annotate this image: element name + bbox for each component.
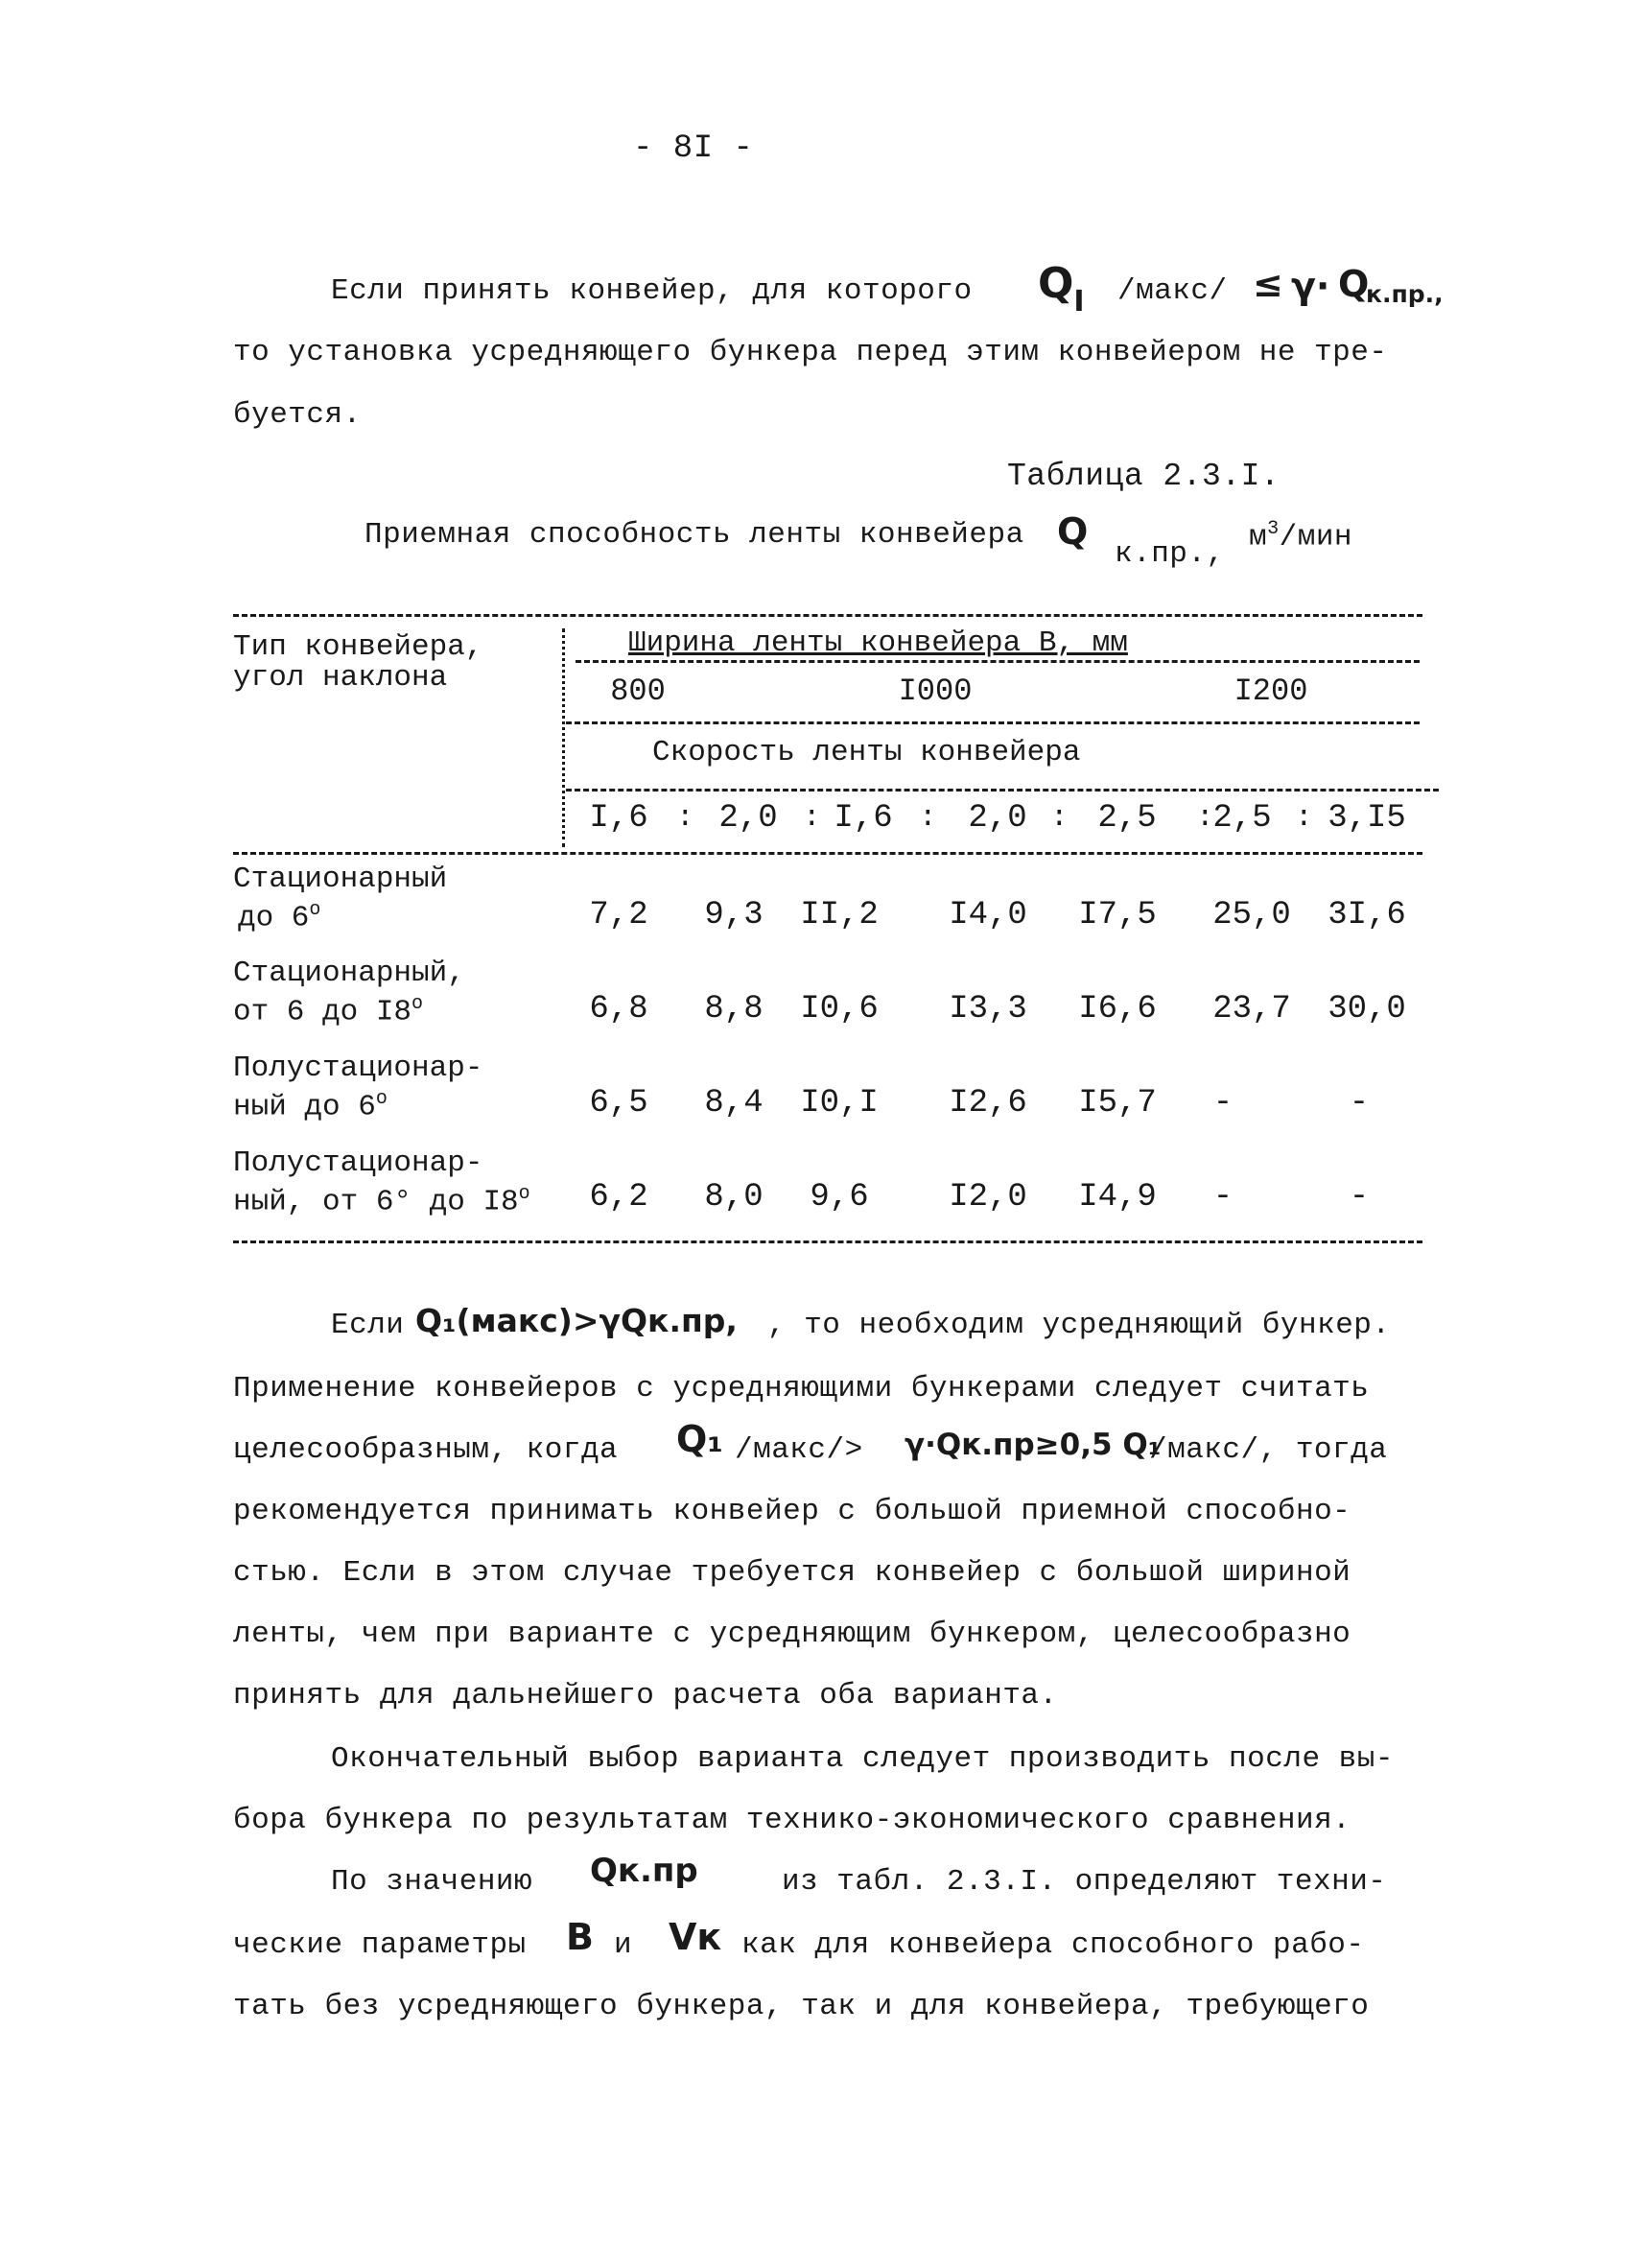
table-title-unit-m: м xyxy=(1249,520,1268,555)
p2-line3-formula: γ·Qк.пр≥0,5 Q₁ xyxy=(905,1428,1162,1462)
p2-line3-post: /макс/, тогда xyxy=(1149,1433,1388,1467)
p1-formula-q1-sub: I xyxy=(1073,285,1085,319)
p2-line1-formula: Q₁(макс)>γQк.пр, xyxy=(415,1302,738,1339)
width-1200: I200 xyxy=(1234,673,1308,709)
p1-line2: то установка усредняющего бункера перед этим конвейером не тре- xyxy=(233,336,1388,369)
p1-formula-gamma: γ· xyxy=(1291,265,1330,307)
cell: 9,6 xyxy=(810,1179,869,1216)
row-label-degree: о xyxy=(309,899,321,921)
header-divider xyxy=(562,628,565,847)
p4-line2-v: Vк xyxy=(669,1916,722,1958)
page-number: - 8I - xyxy=(633,130,754,167)
cell: 8,8 xyxy=(704,991,764,1028)
p2-line3-q1: Q₁ xyxy=(676,1418,723,1460)
row-label-line2-text: от 6 до I8 xyxy=(233,995,412,1029)
header-width-label: Ширина ленты конвейера В, мм xyxy=(628,626,1128,660)
row-label-line1: Стационарный xyxy=(233,862,448,896)
cell: I4,9 xyxy=(1078,1179,1157,1216)
p4-line2-post: как для конвейера способного рабо- xyxy=(741,1928,1365,1962)
speed-colon-1: : xyxy=(676,801,694,835)
width-header-rule xyxy=(576,660,1420,663)
cell: I7,5 xyxy=(1078,897,1157,933)
p4-line2-b: В xyxy=(566,1916,594,1958)
speed-colon-5: : xyxy=(1196,801,1214,835)
cell: 3I,6 xyxy=(1328,897,1406,933)
cell: 8,4 xyxy=(704,1085,764,1122)
p4-line2-and: и xyxy=(614,1928,633,1962)
p2-line2: Применение конвейеров с усредняющими бункерами следует считать xyxy=(233,1372,1370,1406)
cell: I6,6 xyxy=(1078,991,1157,1028)
cell: 7,2 xyxy=(589,897,648,933)
p2-line1-post: , то необходим усредняющий бункер. xyxy=(767,1309,1391,1342)
cell: - xyxy=(1212,1085,1234,1122)
p2-line6: ленты, чем при варианте с усредняющим бункером, целесообразно xyxy=(233,1618,1351,1651)
p1-formula-q1-letter: Q xyxy=(1038,259,1074,308)
row-label-degree: о xyxy=(411,993,424,1015)
header-speed-label: Скорость ленты конвейера xyxy=(652,736,1081,769)
speed-colon-3: : xyxy=(919,801,937,835)
table-title xyxy=(364,518,1024,552)
p1-formula-le: ≤ xyxy=(1253,263,1283,305)
cell: 9,3 xyxy=(704,897,764,933)
row-label-line2-text: ный, от 6° до I8 xyxy=(233,1185,519,1219)
cell: I0,I xyxy=(800,1085,879,1122)
speed-6: 2,5 xyxy=(1212,800,1272,837)
p2-line7: принять для дальнейшего расчета оба варианта. xyxy=(233,1679,1058,1713)
cell: I2,0 xyxy=(949,1179,1027,1216)
p1-line1-text: Если принять конвейер, для которого xyxy=(331,274,973,308)
speed-colon-2: : xyxy=(803,801,821,835)
p1-formula-q1 xyxy=(1038,259,1085,319)
table-top-rule xyxy=(233,614,1422,617)
table-bottom-rule xyxy=(233,1240,1422,1243)
row-label-line2-text: до 6 xyxy=(238,901,310,935)
table-caption: Таблица 2.3.I. xyxy=(1007,459,1281,494)
cell: 8,0 xyxy=(704,1179,764,1216)
cell: I5,7 xyxy=(1078,1085,1157,1122)
table-title-sub: к.пр., xyxy=(1115,537,1225,571)
p4-line2-pre: ческие параметры xyxy=(233,1928,527,1962)
p3-line2: бора бункера по результатам технико-экономического сравнения. xyxy=(233,1804,1351,1837)
row-label-degree: о xyxy=(375,1088,388,1110)
row-label-line2-text: ный до 6 xyxy=(233,1090,376,1124)
row-label-line1: Полустационар- xyxy=(233,1146,483,1180)
cell: 25,0 xyxy=(1212,897,1291,933)
table-title-text: Приемная способность ленты конвейера xyxy=(364,518,1024,552)
p2-line1-pre: Если xyxy=(331,1309,405,1342)
width-800: 800 xyxy=(610,673,666,709)
cell: 6,5 xyxy=(589,1085,648,1122)
p2-line3-pre: целесообразным, когда xyxy=(233,1433,619,1467)
table-header-bottom-rule xyxy=(233,852,1422,855)
speed-1: I,6 xyxy=(589,800,648,837)
row-label-line2 xyxy=(233,1178,530,1218)
p2-line4: рекомендуется принимать конвейер с большой приемной способно- xyxy=(233,1495,1351,1528)
p2-line5: стью. Если в этом случае требуется конвейер с большой шириной xyxy=(233,1556,1351,1590)
row-label-line1: Стационарный, xyxy=(233,957,465,990)
p4-line1-post: из табл. 2.3.I. определяют техни- xyxy=(782,1865,1387,1899)
p4-line1-pre: По значению xyxy=(331,1865,533,1899)
speed-4: 2,0 xyxy=(968,800,1027,837)
p1-formula-sub: к.пр., xyxy=(1366,280,1444,308)
widths-rule xyxy=(566,721,1420,724)
table-title-unit xyxy=(1249,518,1352,554)
p4-line1-q: Qк.пр xyxy=(590,1852,698,1890)
cell: 30,0 xyxy=(1328,991,1406,1028)
row-label-line2 xyxy=(233,988,423,1028)
speed-colon-6: : xyxy=(1295,801,1313,835)
speed-5: 2,5 xyxy=(1097,800,1157,837)
cell: - xyxy=(1349,1179,1370,1216)
table-title-q: Q xyxy=(1057,510,1089,553)
cell: - xyxy=(1212,1179,1234,1216)
row-label-line2 xyxy=(233,1083,388,1123)
cell: 23,7 xyxy=(1212,991,1291,1028)
p3-line1: Окончательный выбор варианта следует производить после вы- xyxy=(331,1742,1394,1776)
cell: I3,3 xyxy=(949,991,1027,1028)
cell: I2,6 xyxy=(949,1085,1027,1122)
speed-header-rule xyxy=(566,789,1439,791)
cell: I4,0 xyxy=(949,897,1027,933)
p2-line3-maks: /макс/> xyxy=(735,1433,863,1467)
cell: I0,6 xyxy=(800,991,879,1028)
table-title-unit-rest: /мин xyxy=(1279,520,1353,555)
header-col1-line2: угол наклона xyxy=(233,661,448,695)
row-label-line1: Полустационар- xyxy=(233,1051,483,1085)
p1-formula-q: Q xyxy=(1338,263,1370,305)
speed-colon-4: : xyxy=(1050,801,1069,835)
cell: 6,8 xyxy=(589,991,648,1028)
cell: II,2 xyxy=(800,897,879,933)
p1-line3: буется. xyxy=(233,398,362,432)
p1-formula-maks: /макс/ xyxy=(1117,274,1228,308)
cell: 6,2 xyxy=(589,1179,648,1216)
row-label-line2 xyxy=(238,894,320,934)
speed-3: I,6 xyxy=(834,800,893,837)
speed-7: 3,I5 xyxy=(1328,800,1406,837)
row-label-degree: о xyxy=(518,1183,530,1205)
speed-2: 2,0 xyxy=(718,800,778,837)
width-1000: I000 xyxy=(898,673,973,709)
header-col1-line1: Тип конвейера, xyxy=(233,630,483,664)
table-title-unit-sup: 3 xyxy=(1267,518,1280,540)
p4-line3: тать без усредняющего бункера, так и для конвейера, требующего xyxy=(233,1990,1370,2023)
cell: - xyxy=(1349,1085,1370,1122)
